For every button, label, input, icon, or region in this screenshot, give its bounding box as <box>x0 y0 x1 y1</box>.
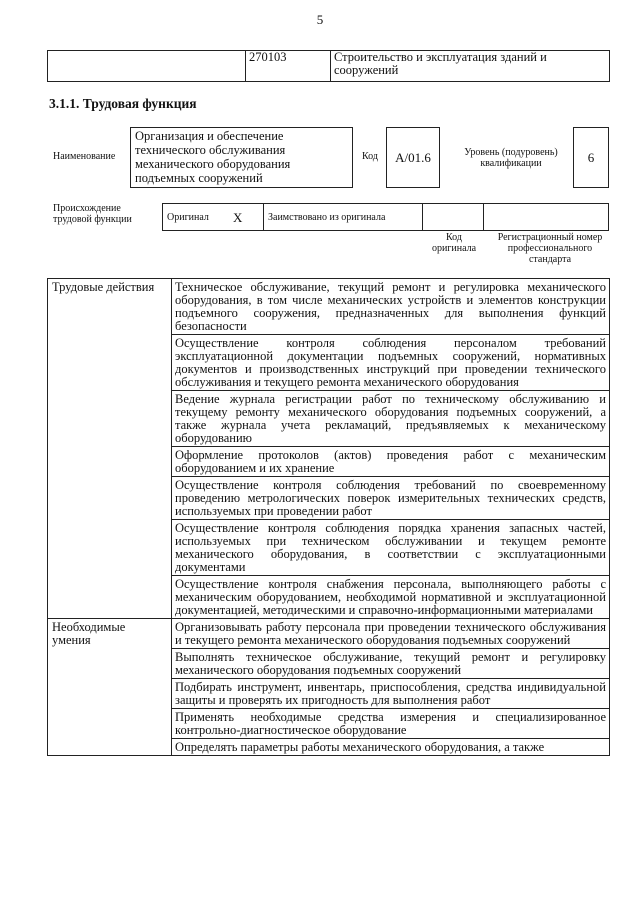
origin-original-label: Оригинал <box>163 204 230 231</box>
qualification-level-box <box>573 127 609 188</box>
header-name-cell: Строительство и эксплуатация зданий и сооружений <box>331 51 610 82</box>
skill-item: Выполнять техническое обслуживание, текущий ремонт и регулировку механического оборудования подъемных сооружений <box>172 649 610 679</box>
origin-table <box>162 203 609 231</box>
header-empty-cell <box>48 51 246 82</box>
origin-reg-number-cell <box>484 204 609 231</box>
header-row <box>48 51 610 82</box>
function-details-table <box>47 278 610 756</box>
origin-borrowed-label: Заимствовано из оригинала <box>264 204 423 231</box>
function-code-box <box>386 127 440 188</box>
page-number: 5 <box>316 12 324 27</box>
origin-label: Происхождение трудовой функции <box>53 203 132 225</box>
labor-action-item: Техническое обслуживание, текущий ремонт и регулировка механического оборудования, в том числе механических устройств и элементов конструкции подъемного сооружения, предназначенных для выполнения функций безопасности <box>172 279 610 335</box>
section-title: 3.1.1. Трудовая функция <box>49 96 197 111</box>
origin-row <box>163 204 609 231</box>
table-row <box>48 619 610 649</box>
labor-actions-label: Трудовые действия <box>48 279 172 619</box>
labor-action-item: Осуществление контроля соблюдения персоналом требований эксплуатационной документации подъемных сооружений, нормативных документов и производственных инструкций при проведении технического обслуживания и текущего ремонта механического оборудования <box>172 335 610 391</box>
function-name-box: Организация и обеспечение технического обслуживания механического оборудования подъемных сооружений <box>130 127 353 188</box>
header-table <box>47 50 610 82</box>
original-code-caption: Код оригинала <box>431 232 477 254</box>
function-name-label: Наименование <box>53 151 116 162</box>
function-code-value: А/01.6 <box>395 149 431 165</box>
skill-item: Применять необходимые средства измерения и специализированное контрольно-диагностическое оборудование <box>172 709 610 739</box>
labor-action-item: Ведение журнала регистрации работ по техническому обслуживанию и текущему ремонту механического оборудования подъемных сооружений, а также журнала учета рекламаций, предъявляемых к механическому оборудованию <box>172 391 610 447</box>
qualification-level-label: Уровень (подуровень) квалификации <box>464 147 558 169</box>
qualification-level-value: 6 <box>587 149 595 165</box>
skill-item: Организовывать работу персонала при проведении технического обслуживания и текущего ремонта механического оборудования подъемных сооружений <box>172 619 610 649</box>
labor-action-item: Оформление протоколов (актов) проведения работ с механическим оборудованием и их хранение <box>172 447 610 477</box>
skill-item: Определять параметры работы механического оборудования, а также <box>172 739 610 756</box>
labor-action-item: Осуществление контроля снабжения персонала, выполняющего работы с механическим оборудованием, необходимой нормативной и эксплуатационной документацией, методическими и справочно-информационными материалами <box>172 576 610 619</box>
skill-item: Подбирать инструмент, инвентарь, приспособления, средства индивидуальной защиты и проверять их пригодность для выполнения работ <box>172 679 610 709</box>
header-code-cell: 270103 <box>246 51 331 82</box>
skills-label: Необходимые умения <box>48 619 172 756</box>
function-code-label: Код <box>362 151 378 162</box>
labor-action-item: Осуществление контроля соблюдения порядка хранения запасных частей, используемых при техническом обслуживании и текущем ремонте механического оборудования, в соответствии с эксплуатационными документами <box>172 520 610 576</box>
reg-number-caption: Регистрационный номер профессионального стандарта <box>497 232 603 265</box>
origin-code-cell <box>423 204 484 231</box>
table-row <box>48 279 610 335</box>
origin-original-mark: Х <box>229 204 264 231</box>
labor-action-item: Осуществление контроля соблюдения требований по своевременному проведению метрологических поверок измерительных технических средств, используемых при проведении работ <box>172 477 610 520</box>
